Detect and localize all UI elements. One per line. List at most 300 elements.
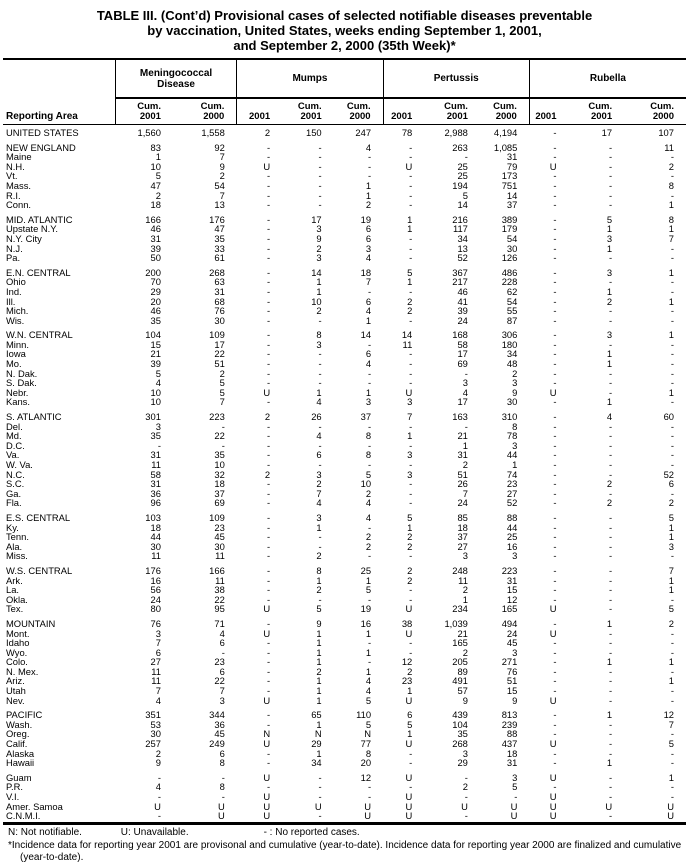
cell-value: 1	[365, 179, 372, 191]
cell-value: -	[267, 305, 271, 317]
cell-value: -	[267, 685, 271, 697]
cell-value: -	[553, 728, 557, 740]
area-label: V.I.	[6, 791, 20, 802]
row-utah	[3, 686, 686, 696]
cell-value: 13	[457, 242, 468, 254]
cell-value: -	[670, 189, 674, 201]
row-ind	[3, 287, 686, 297]
cell-value: -	[553, 574, 557, 586]
cell-value: 5	[407, 718, 413, 730]
cell-value: -	[367, 285, 372, 297]
area-label: N. Mex.	[6, 665, 39, 677]
cell-value: 8	[365, 430, 372, 442]
cell-value: -	[553, 584, 557, 596]
area-label: UNITED STATES	[6, 127, 79, 138]
cell-value: -	[608, 439, 613, 451]
cell-value: 4	[219, 627, 225, 639]
row-fla	[3, 498, 686, 508]
cell-value: 7	[219, 396, 225, 408]
cell-value: -	[670, 728, 674, 740]
cell-value: -	[608, 738, 613, 750]
cell-value: 2	[155, 189, 161, 201]
cell-value: -	[267, 189, 271, 201]
cell-value: 166	[209, 564, 225, 576]
cell-value: -	[267, 459, 271, 470]
cell-value: 1	[606, 709, 613, 721]
cell-value: -	[282, 811, 334, 823]
cell-value: 1	[365, 386, 372, 398]
cell-value: 1	[606, 223, 613, 235]
cell-value: 23	[214, 521, 225, 533]
cell-value: 1	[316, 285, 322, 297]
cell-value: -	[409, 550, 413, 562]
cell-value: 126	[501, 252, 518, 264]
cell-value: 1	[668, 675, 674, 687]
cell-value: 8	[316, 329, 322, 341]
cell-value: -	[318, 170, 322, 182]
cell-value: 2	[462, 459, 468, 470]
area-label: Amer. Samoa	[6, 800, 63, 812]
cell-value: -	[553, 781, 557, 793]
cell-value: -	[608, 199, 613, 211]
cell-value: -	[318, 367, 322, 379]
area-label: MOUNTAIN	[6, 617, 56, 629]
cell-value: 2	[462, 781, 468, 793]
cell-value: -	[267, 151, 271, 163]
area-label: Okla.	[6, 593, 28, 605]
area-label: Del.	[6, 420, 23, 432]
cell-value: 29	[150, 285, 161, 297]
cell-value: 6	[316, 449, 322, 461]
cell-value: -	[608, 728, 613, 740]
cell-value: 2	[407, 574, 413, 586]
cell-value: 5	[365, 584, 372, 596]
row-w-s-central	[3, 561, 686, 576]
cell-value: -	[553, 411, 557, 423]
cell-value: 5	[365, 694, 372, 706]
area-label: Upstate N.Y.	[6, 223, 58, 235]
cell-value: U	[334, 811, 383, 823]
area-label: Ky.	[6, 521, 19, 533]
cell-value: -	[553, 521, 557, 533]
cell-value: -	[267, 497, 271, 509]
cell-value: 47	[150, 179, 161, 191]
cell-value: -	[553, 420, 557, 432]
row-md	[3, 431, 686, 441]
area-label: S.C.	[6, 478, 25, 490]
cell-value: -	[409, 151, 413, 163]
cell-value: 6	[155, 646, 161, 658]
cell-value: 31	[150, 449, 161, 461]
cell-value: -	[608, 189, 613, 201]
cell-value: -	[670, 367, 674, 379]
area-label: Wis.	[6, 314, 25, 326]
row-mass	[3, 181, 686, 191]
cell-value: 51	[457, 468, 468, 480]
row-ariz	[3, 676, 686, 686]
cell-value: 18	[360, 266, 372, 278]
cell-value: -	[409, 199, 413, 211]
cell-value: 76	[150, 617, 161, 629]
cell-value: -	[553, 718, 557, 730]
area-label: S. Dak.	[6, 377, 37, 389]
section-w-n-central	[3, 325, 686, 407]
cell-value: -	[267, 232, 271, 244]
cell-value: 1	[462, 439, 468, 451]
cell-value: 46	[150, 305, 161, 317]
row-vt	[3, 171, 686, 181]
area-label: Mass.	[6, 179, 32, 191]
cell-value: 76	[506, 665, 518, 677]
cell-value: 1	[512, 459, 518, 470]
area-label: Ark.	[6, 574, 23, 586]
cell-value: 351	[145, 709, 161, 721]
cell-value: 85	[457, 511, 468, 523]
row-iowa	[3, 349, 686, 359]
cell-value: 11	[458, 574, 468, 586]
cell-value: 1	[316, 694, 322, 706]
cell-value: -	[608, 747, 613, 759]
cell-value: 7	[155, 685, 161, 697]
cell-value: 24	[150, 593, 161, 605]
cell-value: 3	[512, 771, 518, 783]
cell-value: -	[553, 170, 557, 182]
cell-value: 494	[501, 617, 518, 629]
cell-value: 1	[606, 757, 613, 769]
cell-value: -	[409, 242, 413, 254]
cell-value: 17	[601, 127, 613, 138]
cell-value: 1	[365, 646, 372, 658]
cell-value: 248	[452, 564, 468, 576]
row-s-c	[3, 479, 686, 489]
cell-value: 22	[214, 593, 225, 605]
cell-value: 6	[219, 665, 225, 677]
cell-value: -	[670, 757, 674, 769]
cell-value: 3	[512, 439, 518, 451]
area-label: N. Dak.	[6, 367, 38, 379]
cell-value: -	[464, 771, 468, 783]
cell-value: -	[267, 593, 271, 605]
cell-value: U	[549, 694, 557, 706]
cell-value: 2	[606, 295, 613, 307]
cell-value: 3	[316, 468, 322, 480]
cell-value: -	[553, 564, 557, 576]
area-label: Idaho	[6, 637, 30, 649]
cell-value: 168	[452, 329, 468, 341]
cell-value: 10	[214, 459, 225, 470]
cell-value: -	[608, 531, 613, 543]
cell-value: 1,558	[201, 127, 225, 138]
row-tex	[3, 604, 686, 614]
cell-value: -	[409, 314, 413, 326]
cell-value: U	[405, 603, 413, 615]
cell-value: 20	[150, 295, 161, 307]
cell-value: -	[553, 377, 557, 389]
cell-value: 437	[501, 738, 518, 750]
cell-value: 5	[219, 377, 225, 389]
cell-value: -	[553, 127, 557, 138]
cell-value: 2	[407, 564, 413, 576]
cell-value: 4	[155, 694, 161, 706]
cell-value: 25	[360, 564, 372, 576]
cell-value: -	[608, 459, 613, 470]
cell-value: 2	[668, 160, 674, 172]
cell-value: -	[608, 771, 613, 783]
cell-value: 14	[506, 189, 518, 201]
cell-value: 3	[365, 396, 372, 408]
cell-value: 2	[316, 305, 322, 317]
cell-value: 109	[209, 511, 225, 523]
cell-value: 2	[219, 367, 225, 379]
cell-value: 1	[668, 329, 674, 341]
cell-value: -	[608, 141, 613, 153]
cell-value: -	[409, 348, 413, 360]
cell-value: -	[267, 574, 271, 586]
notifiable-diseases-table	[3, 58, 686, 825]
cell-value: -	[608, 637, 613, 649]
cell-value: -	[670, 665, 674, 677]
cell-value: 29	[311, 738, 322, 750]
cell-value: 1	[316, 747, 322, 759]
col-header-mumps-cum-2000: Cum. 2000	[334, 98, 383, 125]
cell-value: 3	[462, 377, 468, 389]
cell-value: -	[464, 367, 468, 379]
cell-value: -	[553, 367, 557, 379]
row-p-r	[3, 782, 686, 792]
cell-value: 3	[316, 223, 322, 235]
cell-value: -	[553, 685, 557, 697]
section-united-states	[3, 125, 686, 138]
cell-value: 2	[365, 487, 372, 499]
cell-value: 5	[316, 603, 322, 615]
cell-value: 5	[407, 511, 413, 523]
cell-value: U	[549, 386, 557, 398]
cell-value: 7	[668, 564, 674, 576]
cell-value: 1	[365, 665, 372, 677]
cell-value: 2	[407, 540, 413, 552]
cell-value: 55	[506, 305, 518, 317]
cell-value: -	[367, 791, 372, 802]
cell-value: 11	[215, 574, 225, 586]
cell-value: -	[553, 314, 557, 326]
cell-value: 2	[365, 531, 372, 543]
cell-value: 31	[457, 449, 468, 461]
cell-value: 1	[668, 266, 674, 278]
cell-value: 1,039	[444, 617, 468, 629]
cell-value: -	[553, 305, 557, 317]
cell-value: 1	[606, 242, 613, 254]
cell-value: 6	[668, 478, 674, 490]
cell-value: -	[553, 232, 557, 244]
cell-value: 37	[214, 487, 225, 499]
cell-value: -	[553, 430, 557, 442]
cell-value: -	[553, 459, 557, 470]
title-line-2: by vaccination, United States, weeks ending September 1, 2001,	[147, 23, 542, 38]
cell-value: -	[409, 584, 413, 596]
cell-value: 52	[663, 468, 674, 480]
cell-value: 200	[145, 266, 161, 278]
cell-value: 2	[407, 305, 413, 317]
cell-value: 247	[355, 127, 372, 138]
cell-value: U	[549, 160, 557, 172]
cell-value: 2	[668, 497, 674, 509]
cell-value: 7	[219, 151, 225, 163]
cell-value: -	[267, 637, 271, 649]
cell-value: -	[267, 242, 271, 254]
cell-value: 3	[316, 338, 322, 350]
cell-value: -	[409, 285, 413, 297]
area-label: C.N.M.I.	[3, 811, 115, 823]
cell-value: -	[367, 151, 372, 163]
cell-value: 30	[214, 314, 225, 326]
cell-value: 1	[668, 295, 674, 307]
cell-value: -	[157, 771, 161, 783]
cell-value: 107	[658, 127, 674, 138]
cell-value: 1	[316, 637, 322, 649]
cell-value: 4	[365, 305, 372, 317]
cell-value: 23	[214, 656, 225, 668]
cell-value: 109	[209, 329, 225, 341]
cell-value: 1	[407, 685, 413, 697]
cell-value: -	[608, 449, 613, 461]
cell-value: 25	[457, 160, 468, 172]
cell-value: 8	[365, 449, 372, 461]
cell-value: 26	[311, 411, 322, 423]
cell-value: -	[267, 329, 271, 341]
cell-value: -	[553, 468, 557, 480]
cell-value: -	[553, 151, 557, 163]
cell-value: -	[608, 179, 613, 191]
cell-value: 1	[155, 151, 161, 163]
row-idaho	[3, 638, 686, 648]
cell-value: U	[383, 811, 424, 823]
cell-value: 52	[457, 252, 468, 264]
row-ga	[3, 489, 686, 499]
row-e-n-central	[3, 263, 686, 278]
cell-value: U	[549, 791, 557, 802]
row-mich	[3, 306, 686, 316]
cell-value: 18	[150, 199, 161, 211]
cell-value: -	[670, 170, 674, 182]
cell-value: -	[608, 386, 613, 398]
cell-value: 2	[668, 617, 674, 629]
cell-value: 29	[457, 757, 468, 769]
cell-value: -	[157, 791, 161, 802]
cell-value: -	[670, 487, 674, 499]
cell-value: 1	[668, 199, 674, 211]
cell-value: -	[553, 449, 557, 461]
area-label: Tenn.	[6, 531, 29, 543]
area-label: Ala.	[6, 540, 23, 552]
cell-value: -	[553, 223, 557, 235]
cell-value: -	[670, 694, 674, 706]
cell-value: U	[173, 811, 237, 823]
row-upstate-n-y	[3, 224, 686, 234]
cell-value: -	[267, 718, 271, 730]
legend-not-notifiable: N: Not notifiable.	[8, 826, 82, 838]
cell-value: -	[318, 377, 322, 389]
section-mid-atlantic	[3, 210, 686, 263]
area-label: N.C.	[6, 468, 25, 480]
cell-value: 150	[305, 127, 322, 138]
cell-value: -	[367, 170, 372, 182]
cell-value: U	[510, 800, 518, 812]
cell-value: 4	[606, 411, 613, 423]
cell-value: 31	[506, 574, 518, 586]
cell-value: -	[267, 550, 271, 562]
cell-value: N	[314, 728, 322, 740]
area-label: Md.	[6, 430, 22, 442]
cell-value: 1	[316, 521, 322, 533]
cell-value: 30	[214, 540, 225, 552]
area-label: Tex.	[6, 603, 24, 615]
cell-value: 216	[452, 213, 468, 225]
cell-value: -	[670, 439, 674, 451]
cell-value: 13	[214, 199, 225, 211]
cell-value: 389	[501, 213, 518, 225]
cell-value: U	[405, 771, 413, 783]
cell-value: U	[263, 386, 271, 398]
cell-value: U	[263, 791, 271, 802]
cell-value: 8	[512, 420, 518, 432]
cell-value: -	[267, 170, 271, 182]
section-mountain	[3, 614, 686, 705]
cell-value: 31	[150, 232, 161, 244]
cell-value: 1	[668, 574, 674, 586]
cell-value: 89	[457, 665, 468, 677]
area-label: Maine	[6, 151, 32, 163]
cell-value: 1	[668, 531, 674, 543]
cell-value: -	[267, 709, 271, 721]
cell-value: 5	[606, 213, 613, 225]
cell-value: 3	[407, 468, 413, 480]
cell-value: 2	[264, 411, 271, 423]
cell-value: 103	[145, 511, 161, 523]
cell-value: 9	[316, 617, 322, 629]
cell-value: U	[263, 603, 271, 615]
cell-value: 1	[462, 593, 468, 605]
cell-value: 36	[214, 718, 225, 730]
cell-value: 25	[506, 531, 518, 543]
cell-value: 2	[606, 497, 613, 509]
cell-value: 45	[506, 637, 518, 649]
cell-value: 30	[150, 540, 161, 552]
cell-value: -	[553, 189, 557, 201]
cell-value: 2	[155, 747, 161, 759]
cell-value: 7	[668, 718, 674, 730]
cell-value: 3	[407, 449, 413, 461]
cell-value: 2	[606, 478, 613, 490]
cell-value: -	[553, 646, 557, 658]
row-pa	[3, 253, 686, 263]
cell-value: 39	[457, 305, 468, 317]
cell-value: 8	[668, 213, 674, 225]
cell-value: 3	[155, 627, 161, 639]
cell-value: 1	[316, 675, 322, 687]
area-label: Colo.	[6, 656, 28, 668]
cell-value: -	[608, 160, 613, 172]
cell-value: -	[424, 811, 480, 823]
col-header-rubella-cum-2000: Cum. 2000	[624, 98, 686, 125]
cell-value: 68	[214, 295, 225, 307]
cell-value: 2	[512, 367, 518, 379]
cell-value: -	[409, 377, 413, 389]
cell-value: 34	[311, 757, 322, 769]
area-label: Conn.	[6, 199, 32, 211]
cell-value: -	[553, 276, 557, 288]
cell-value: -	[267, 430, 271, 442]
row-s-atlantic	[3, 407, 686, 422]
